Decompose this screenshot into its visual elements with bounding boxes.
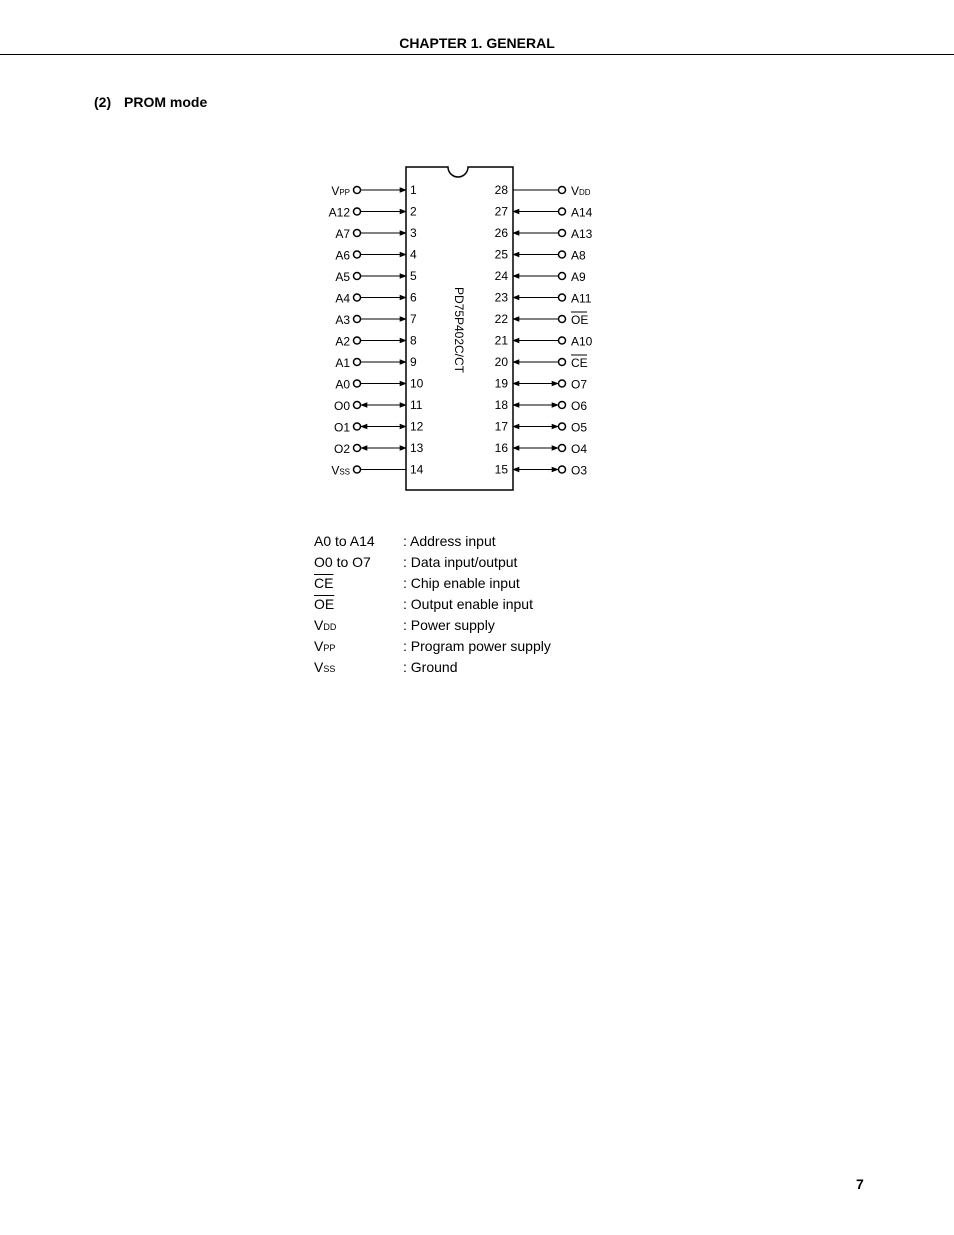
legend-symbol xyxy=(314,637,335,657)
left-pin-3-number: 3 xyxy=(410,226,417,240)
right-pin-27-label xyxy=(571,206,593,220)
legend-description: : Program power supply xyxy=(403,638,551,654)
right-pin-25-terminal xyxy=(559,251,566,258)
left-pin-2-terminal xyxy=(354,208,361,215)
right-pin-18-number: 18 xyxy=(494,398,508,412)
right-pin-15-label-text: O3 xyxy=(571,463,588,478)
legend-symbol-text: A0 to A14 xyxy=(314,533,375,549)
left-pin-5-terminal xyxy=(354,273,361,280)
left-pin-10-label xyxy=(335,378,350,392)
right-pin-22-terminal xyxy=(559,316,566,323)
legend-description: : Power supply xyxy=(403,617,495,633)
left-pin-1-label xyxy=(331,184,350,198)
right-pin-28-label-text: V xyxy=(571,184,580,198)
chapter-title: CHAPTER 1. GENERAL xyxy=(399,35,555,51)
left-pin-10-terminal xyxy=(354,380,361,387)
left-pin-11-number: 11 xyxy=(410,398,423,412)
right-pin-27-number: 27 xyxy=(494,204,508,219)
legend-description: : Output enable input xyxy=(403,596,533,612)
left-pin-6-number: 6 xyxy=(410,290,417,305)
right-pin-28-terminal xyxy=(559,187,566,194)
left-pin-11-label-text: O0 xyxy=(333,399,350,413)
right-pin-16-terminal xyxy=(559,445,566,452)
right-pin-15-terminal xyxy=(559,466,566,473)
legend-symbol xyxy=(314,553,371,571)
right-pin-22-number: 22 xyxy=(494,312,508,326)
right-pin-21-label xyxy=(571,335,593,349)
left-pin-8-label-text: A2 xyxy=(335,334,350,349)
left-pin-9-label-text: A1 xyxy=(335,356,350,370)
right-pin-15-number: 15 xyxy=(494,462,508,477)
right-pin-23-label-text: A11 xyxy=(571,291,592,306)
legend-symbol-text: V xyxy=(314,638,324,654)
right-pin-28-label-subscript: DD xyxy=(579,188,591,197)
right-pin-19-terminal xyxy=(559,380,566,387)
left-pin-14-label-text: V xyxy=(331,463,340,478)
left-pin-3-label xyxy=(335,227,350,241)
right-pin-24-number: 24 xyxy=(494,269,508,283)
left-pin-1-number: 1 xyxy=(410,183,417,197)
right-pin-27-label-text: A14 xyxy=(571,205,593,220)
right-pin-22-label xyxy=(571,313,588,327)
left-pin-4-terminal xyxy=(354,251,361,258)
right-pin-16-label-text: O4 xyxy=(571,442,588,456)
legend-symbol-text: $\overline{CE}$ xyxy=(314,575,334,591)
left-pin-2-number: 2 xyxy=(410,204,417,219)
right-pin-17-label xyxy=(571,421,587,435)
left-pin-1-label-text: V xyxy=(331,184,340,198)
left-pin-9-number: 9 xyxy=(410,355,417,369)
left-pin-2-label xyxy=(329,206,351,220)
legend-symbol xyxy=(314,595,334,613)
left-pin-14-number: 14 xyxy=(410,462,424,477)
right-pin-17-terminal xyxy=(559,423,566,430)
left-pin-8-terminal xyxy=(354,337,361,344)
right-pin-20-number: 20 xyxy=(494,355,508,369)
left-pin-11-label xyxy=(334,399,350,413)
legend-symbol xyxy=(314,616,336,636)
left-pin-4-label xyxy=(335,249,350,263)
section-number: (2) xyxy=(94,94,112,110)
left-pin-6-terminal xyxy=(354,294,361,301)
right-pin-21-label-text: A10 xyxy=(571,334,593,349)
right-pin-21-number: 21 xyxy=(494,333,508,348)
left-pin-10-label-text: A0 xyxy=(335,377,350,392)
left-pin-14-label-subscript: SS xyxy=(339,467,350,477)
right-pin-20-label xyxy=(571,356,588,370)
left-pin-14-terminal xyxy=(354,466,361,473)
left-pin-13-label xyxy=(334,442,350,456)
left-pin-5-label xyxy=(335,270,350,284)
right-pin-18-label xyxy=(571,399,587,413)
left-pin-1-terminal xyxy=(354,187,361,194)
right-pin-19-label xyxy=(571,378,587,392)
right-pin-25-label xyxy=(571,249,586,263)
chip-part-label: PD75P402C/CT xyxy=(451,286,466,374)
legend-symbol-text: V xyxy=(314,659,324,675)
right-pin-18-label-text: O6 xyxy=(571,399,588,413)
left-pin-12-label-text: O1 xyxy=(333,420,350,435)
legend-symbol xyxy=(314,574,333,592)
left-pin-2-label-text: A12 xyxy=(328,205,350,220)
legend-description: : Ground xyxy=(403,659,458,675)
left-pin-10-number: 10 xyxy=(410,376,424,391)
right-pin-25-label-text: A8 xyxy=(571,248,586,263)
left-pin-5-number: 5 xyxy=(410,269,417,283)
left-pin-9-label xyxy=(335,356,350,370)
pin-configuration-diagram xyxy=(0,0,954,520)
right-pin-27-terminal xyxy=(559,208,566,215)
left-pin-13-label-text: O2 xyxy=(333,442,350,456)
left-pin-8-label xyxy=(335,335,350,349)
right-pin-24-label xyxy=(571,270,586,284)
right-pin-24-label-text: A9 xyxy=(571,270,586,284)
section-title: PROM mode xyxy=(124,94,208,110)
left-pin-12-number: 12 xyxy=(410,419,424,434)
left-pin-12-terminal xyxy=(354,423,361,430)
left-pin-1-label-subscript: PP xyxy=(339,188,350,197)
right-pin-17-label-text: O5 xyxy=(571,420,588,435)
right-pin-19-number: 19 xyxy=(494,376,508,391)
legend-symbol-subscript: PP xyxy=(323,643,336,653)
legend-symbol-text: $\overline{OE}$ xyxy=(314,596,335,612)
right-pin-24-terminal xyxy=(559,273,566,280)
left-pin-7-number: 7 xyxy=(410,312,417,326)
right-pin-26-label xyxy=(571,227,593,241)
page-number: 7 xyxy=(856,1176,864,1192)
right-pin-23-number: 23 xyxy=(494,290,508,305)
right-pin-20-terminal xyxy=(559,359,566,366)
legend-description: : Data input/output xyxy=(403,554,518,570)
left-pin-4-number: 4 xyxy=(410,247,417,262)
left-pin-13-terminal xyxy=(354,445,361,452)
right-pin-26-label-text: A13 xyxy=(571,227,593,241)
left-pin-7-terminal xyxy=(354,316,361,323)
right-pin-23-terminal xyxy=(559,294,566,301)
legend-symbol-subscript: DD xyxy=(323,622,337,632)
right-pin-16-label xyxy=(571,442,587,456)
left-pin-13-number: 13 xyxy=(410,441,424,455)
right-pin-17-number: 17 xyxy=(494,419,508,434)
left-pin-6-label xyxy=(335,292,350,306)
right-pin-28-label xyxy=(571,184,591,198)
left-pin-3-terminal xyxy=(354,230,361,237)
right-pin-19-label-text: O7 xyxy=(571,377,588,392)
left-pin-5-label-text: A5 xyxy=(335,270,350,284)
right-pin-20-label-text: CE xyxy=(571,356,588,370)
right-pin-16-number: 16 xyxy=(494,441,508,455)
left-pin-3-label-text: A7 xyxy=(335,227,350,241)
left-pin-7-label xyxy=(335,313,350,327)
right-pin-26-number: 26 xyxy=(494,226,508,240)
legend-symbol-text: O0 to O7 xyxy=(314,554,371,570)
right-pin-26-terminal xyxy=(559,230,566,237)
right-pin-28-number: 28 xyxy=(494,183,508,197)
left-pin-8-number: 8 xyxy=(410,333,417,348)
left-pin-12-label xyxy=(334,421,350,435)
right-pin-15-label xyxy=(571,464,587,478)
right-pin-22-label-text: OE xyxy=(571,313,589,327)
left-pin-4-label-text: A6 xyxy=(335,248,350,263)
right-pin-23-label xyxy=(571,292,592,306)
legend-symbol xyxy=(314,532,375,550)
legend-description: : Address input xyxy=(403,533,496,549)
legend-symbol xyxy=(314,658,335,678)
legend-description: : Chip enable input xyxy=(403,575,520,591)
legend-symbol-text: V xyxy=(314,617,324,633)
right-pin-21-terminal xyxy=(559,337,566,344)
left-pin-7-label-text: A3 xyxy=(335,313,350,327)
left-pin-14-label xyxy=(331,464,350,478)
left-pin-6-label-text: A4 xyxy=(335,291,350,306)
left-pin-9-terminal xyxy=(354,359,361,366)
right-pin-25-number: 25 xyxy=(494,247,508,262)
right-pin-18-terminal xyxy=(559,402,566,409)
legend-symbol-subscript: SS xyxy=(323,664,336,674)
left-pin-11-terminal xyxy=(354,402,361,409)
